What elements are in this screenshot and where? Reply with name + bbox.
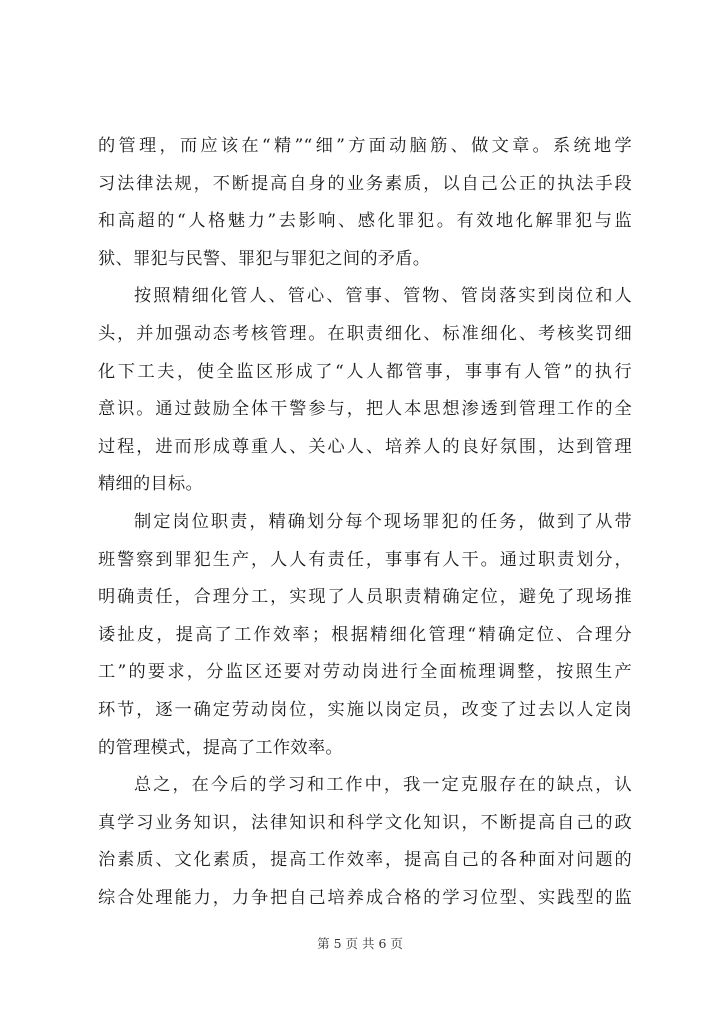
document-body bbox=[98, 128, 632, 917]
text-line: 习法律法规，不断提高自身的业务素质，以自己公正的执法手段 bbox=[98, 173, 632, 194]
text-line: 工”的要求，分监区还要对劳动岗进行全面梳理调整，按照生产 bbox=[98, 662, 632, 683]
text-line: 班警察到罪犯生产，人人有责任，事事有人干。通过职责划分， bbox=[98, 549, 632, 570]
text-line: 头，并加强动态考核管理。在职责细化、标准细化、考核奖罚细 bbox=[98, 323, 632, 344]
text-line: 精细的目标。 bbox=[98, 474, 203, 495]
text-line: 的管理，而应该在“精”“细”方面动脑筋、做文章。系统地学 bbox=[98, 136, 632, 156]
text-line: 环节，逐一确定劳动岗位，实施以岗定员，改变了过去以人定岗 bbox=[98, 699, 632, 720]
paragraph bbox=[98, 767, 632, 917]
paragraph bbox=[98, 128, 632, 278]
text-line: 制定岗位职责，精确划分每个现场罪犯的任务，做到了从带 bbox=[134, 511, 632, 532]
text-line: 化下工夫，使全监区形成了“人人都管事，事事有人管”的执行 bbox=[98, 361, 632, 382]
text-line: 过程，进而形成尊重人、关心人、培养人的良好氛围，达到管理 bbox=[98, 436, 632, 457]
text-line: 和高超的“人格魅力”去影响、感化罪犯。有效地化解罪犯与监 bbox=[98, 211, 632, 232]
page-number-footer: 第 5 页 共 6 页 bbox=[317, 936, 403, 951]
text-line: 的管理模式，提高了工作效率。 bbox=[98, 737, 343, 758]
text-line: 意识。通过鼓励全体干警参与，把人本思想渗透到管理工作的全 bbox=[98, 399, 632, 420]
paragraph bbox=[98, 504, 632, 767]
text-line: 综合处理能力，力争把自己培养成合格的学习位型、实践型的监 bbox=[98, 887, 632, 908]
paragraph bbox=[98, 278, 632, 504]
text-line: 狱、罪犯与民警、罪犯与罪犯之间的矛盾。 bbox=[98, 248, 431, 269]
text-line: 总之，在今后的学习和工作中，我一定克服存在的缺点，认 bbox=[134, 775, 632, 796]
text-line: 按照精细化管人、管心、管事、管物、管岗落实到岗位和人 bbox=[134, 286, 632, 307]
text-line: 真学习业务知识，法律知识和科学文化知识，不断提高自己的政 bbox=[98, 812, 632, 833]
text-line: 治素质、文化素质，提高工作效率，提高自己的各种面对问题的 bbox=[98, 850, 632, 871]
text-line: 诿扯皮，提高了工作效率；根据精细化管理“精确定位、合理分 bbox=[98, 624, 632, 645]
text-line: 明确责任，合理分工，实现了人员职责精确定位，避免了现场推 bbox=[98, 587, 632, 608]
